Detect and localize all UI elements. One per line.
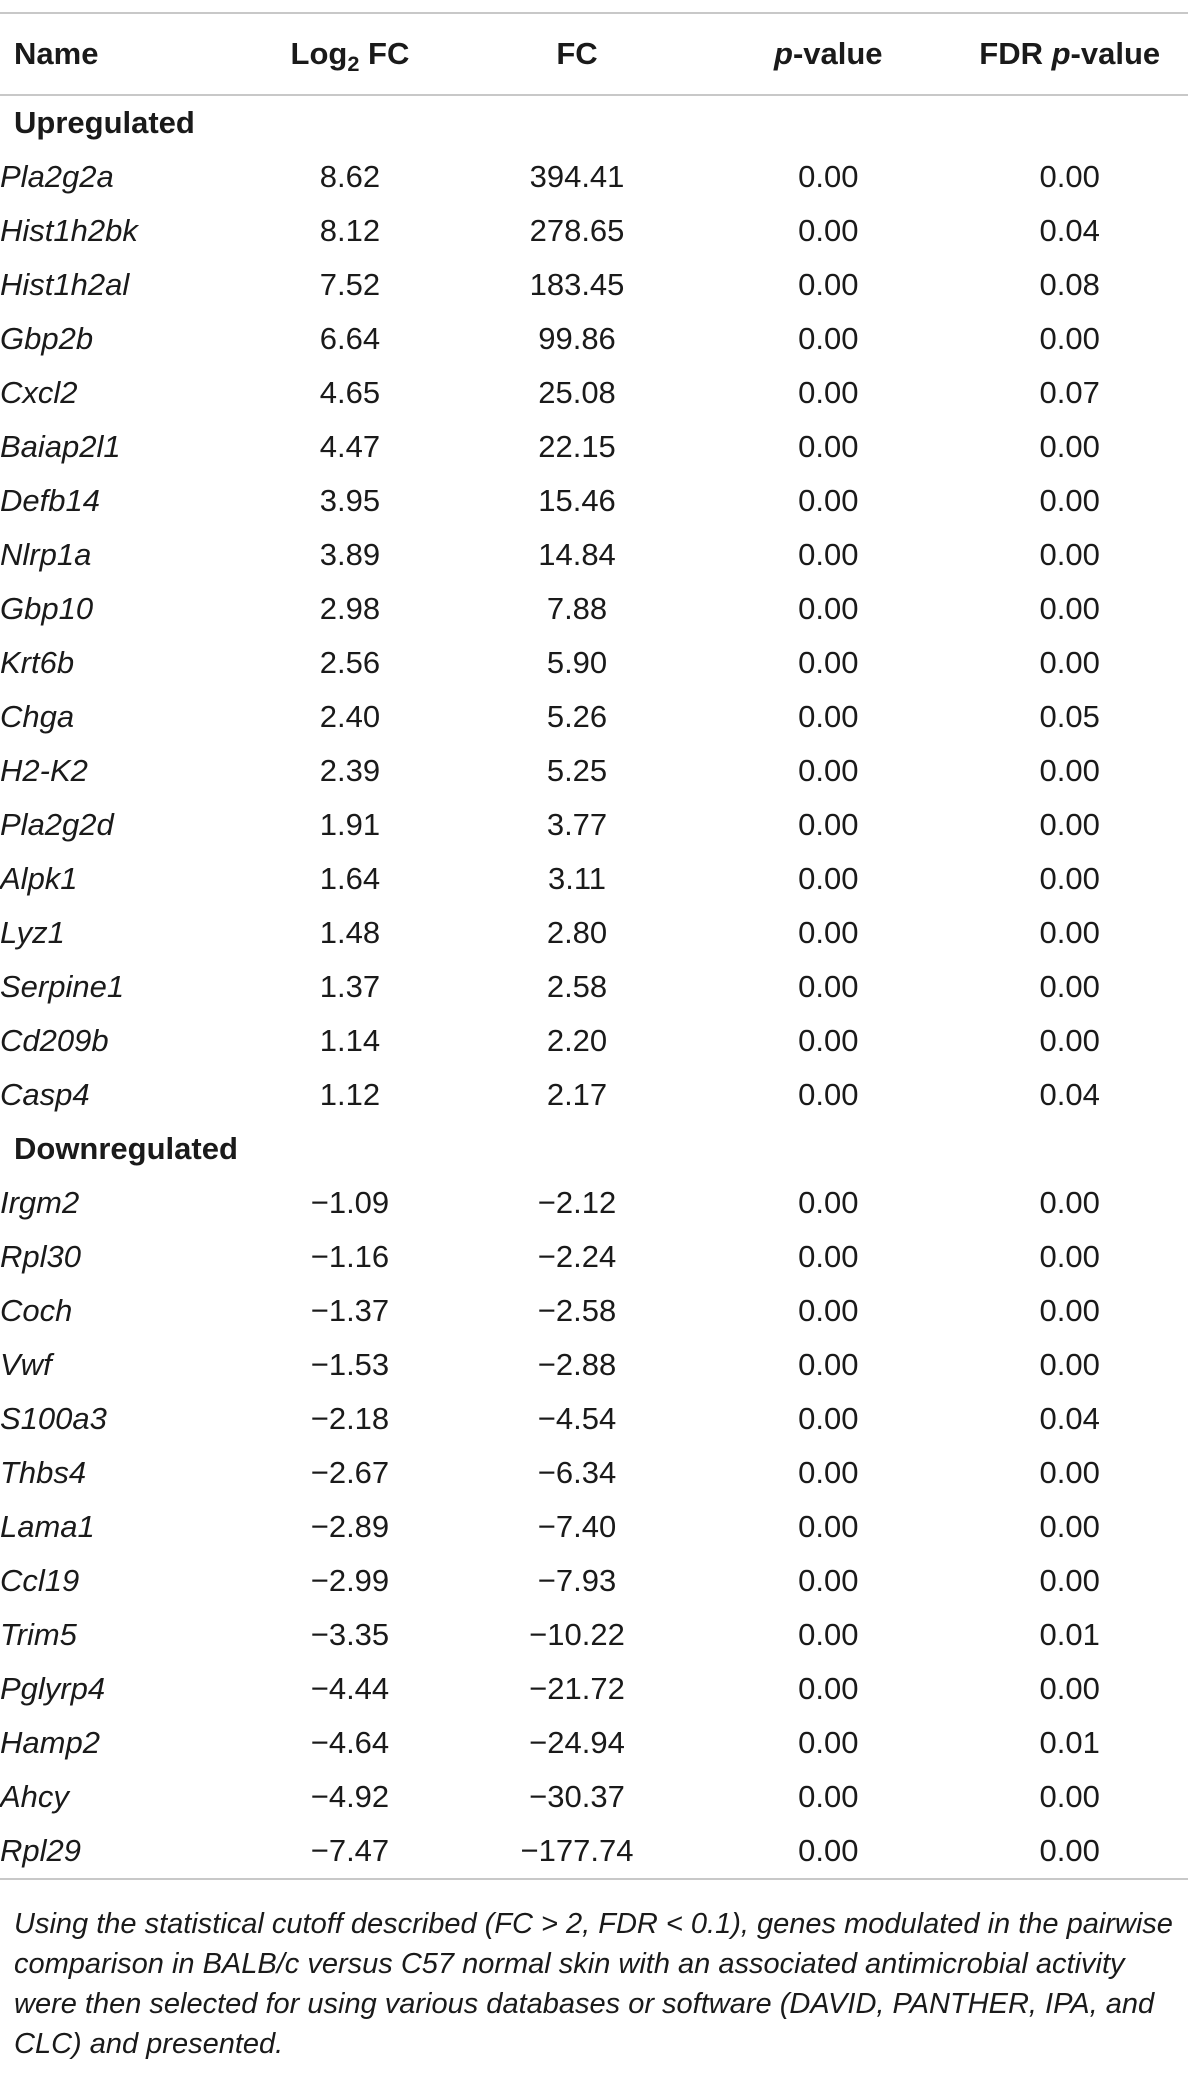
fdr-p-value-cell: 0.00 <box>1039 1185 1100 1220</box>
header-fdr-prefix: FDR <box>979 36 1052 71</box>
fdr-p-value-cell: 0.00 <box>1039 1779 1100 1814</box>
fdr-p-value-cell: 0.00 <box>1039 753 1100 788</box>
gene-name-cell: Krt6b <box>0 645 75 680</box>
gene-name-cell: Lyz1 <box>0 915 65 950</box>
log2-fc-cell: −4.92 <box>310 1779 390 1814</box>
log2-fc-cell: −1.16 <box>310 1239 390 1274</box>
gene-name-cell: Hist1h2bk <box>0 213 138 248</box>
table-row <box>0 1068 1188 1122</box>
log2-fc-cell: −1.37 <box>310 1293 390 1328</box>
log2-fc-cell: 3.89 <box>319 537 381 572</box>
header-fdr-p-value <box>951 13 1188 95</box>
fc-cell: 5.25 <box>546 753 608 788</box>
p-value-cell: 0.00 <box>798 1779 859 1814</box>
fc-cell: −4.54 <box>537 1401 617 1436</box>
log2-fc-cell: 1.14 <box>319 1023 381 1058</box>
log2-fc-cell: 2.98 <box>319 591 381 626</box>
log2-fc-cell: −4.64 <box>310 1725 390 1760</box>
header-fdr-rest: -value <box>1070 36 1161 71</box>
gene-name-cell: Rpl30 <box>0 1239 81 1274</box>
table-row <box>0 1338 1188 1392</box>
fdr-p-value-cell: 0.00 <box>1039 1563 1100 1598</box>
header-log2-subscript: 2 <box>347 51 360 77</box>
fdr-p-value-cell: 0.00 <box>1039 861 1100 896</box>
p-value-cell: 0.00 <box>798 1239 859 1274</box>
table-row <box>0 312 1188 366</box>
log2-fc-cell: 8.62 <box>319 159 381 194</box>
log2-fc-cell: −2.67 <box>310 1455 390 1490</box>
header-fc: FC <box>449 13 705 95</box>
fc-cell: −7.40 <box>537 1509 617 1544</box>
gene-name-cell: Baiap2l1 <box>0 429 121 464</box>
p-value-cell: 0.00 <box>798 1023 859 1058</box>
p-value-cell: 0.00 <box>798 537 859 572</box>
fc-cell: −24.94 <box>529 1725 625 1760</box>
gene-name-cell: Serpine1 <box>0 969 125 1004</box>
fc-cell: −7.93 <box>537 1563 617 1598</box>
table-row <box>0 474 1188 528</box>
fc-cell: 183.45 <box>529 267 625 302</box>
fdr-p-value-cell: 0.00 <box>1039 1671 1100 1706</box>
p-value-cell: 0.00 <box>798 1671 859 1706</box>
table-row <box>0 366 1188 420</box>
header-p-rest: -value <box>792 36 883 71</box>
log2-fc-cell: 2.56 <box>319 645 381 680</box>
log2-fc-cell: 1.91 <box>319 807 381 842</box>
gene-name-cell: Gbp2b <box>0 321 94 356</box>
p-value-cell: 0.00 <box>798 591 859 626</box>
fc-cell: 3.11 <box>547 861 607 896</box>
header-row <box>0 13 1188 95</box>
table-row <box>0 1284 1188 1338</box>
table-row <box>0 1230 1188 1284</box>
fc-cell: −2.88 <box>537 1347 617 1382</box>
section-title: Upregulated <box>14 105 195 140</box>
table-row <box>0 1500 1188 1554</box>
section-title: Downregulated <box>14 1131 238 1166</box>
fc-cell: −21.72 <box>529 1671 625 1706</box>
gene-name-cell: Ahcy <box>0 1779 69 1814</box>
p-value-cell: 0.00 <box>798 1401 859 1436</box>
gene-name-cell: Chga <box>0 699 75 734</box>
p-value-cell: 0.00 <box>798 375 859 410</box>
p-value-cell: 0.00 <box>798 213 859 248</box>
fdr-p-value-cell: 0.05 <box>1039 699 1100 734</box>
p-value-cell: 0.00 <box>798 1185 859 1220</box>
fc-cell: 25.08 <box>538 375 616 410</box>
fc-cell: −30.37 <box>529 1779 625 1814</box>
p-value-cell: 0.00 <box>798 1077 859 1112</box>
fdr-p-value-cell: 0.04 <box>1039 1077 1100 1112</box>
table-body <box>0 95 1188 1879</box>
fdr-p-value-cell: 0.00 <box>1039 1293 1100 1328</box>
fc-cell: −2.24 <box>537 1239 617 1274</box>
gene-name-cell: Pla2g2a <box>0 159 114 194</box>
gene-name-cell: Casp4 <box>0 1077 90 1112</box>
fdr-p-value-cell: 0.00 <box>1039 537 1100 572</box>
header-p-italic: p <box>774 36 793 71</box>
fc-cell: 278.65 <box>529 213 625 248</box>
fc-cell: 394.41 <box>529 159 625 194</box>
fc-cell: 2.17 <box>546 1077 608 1112</box>
gene-name-cell: Pglyrp4 <box>0 1671 106 1706</box>
section-row-upregulated <box>0 95 1188 150</box>
header-name: Name <box>0 13 251 95</box>
log2-fc-cell: 3.95 <box>319 483 381 518</box>
gene-name-cell: Cxcl2 <box>0 375 78 410</box>
gene-name-cell: S100a3 <box>0 1401 107 1436</box>
fc-cell: 7.88 <box>546 591 608 626</box>
fc-cell: 22.15 <box>538 429 616 464</box>
p-value-cell: 0.00 <box>798 321 859 356</box>
fc-cell: 15.46 <box>538 483 616 518</box>
table-row <box>0 960 1188 1014</box>
table-row <box>0 636 1188 690</box>
fdr-p-value-cell: 0.04 <box>1039 213 1100 248</box>
fdr-p-value-cell: 0.00 <box>1039 1455 1100 1490</box>
fc-cell: −2.58 <box>537 1293 617 1328</box>
gene-name-cell: Irgm2 <box>0 1185 80 1220</box>
table-row <box>0 798 1188 852</box>
p-value-cell: 0.00 <box>798 1563 859 1598</box>
table-row <box>0 1554 1188 1608</box>
p-value-cell: 0.00 <box>798 969 859 1004</box>
table-row <box>0 258 1188 312</box>
fdr-p-value-cell: 0.00 <box>1039 321 1100 356</box>
fc-cell: 3.77 <box>546 807 608 842</box>
log2-fc-cell: −1.09 <box>310 1185 390 1220</box>
gene-name-cell: Vwf <box>0 1347 52 1382</box>
fdr-p-value-cell: 0.00 <box>1039 591 1100 626</box>
p-value-cell: 0.00 <box>798 915 859 950</box>
log2-fc-cell: −3.35 <box>310 1617 390 1652</box>
log2-fc-cell: 6.64 <box>319 321 381 356</box>
fc-cell: 2.80 <box>546 915 608 950</box>
table-row <box>0 150 1188 204</box>
gene-name-cell: Coch <box>0 1293 73 1328</box>
table-row <box>0 1176 1188 1230</box>
table-row <box>0 690 1188 744</box>
gene-expression-table <box>0 12 1188 1880</box>
fc-cell: −2.12 <box>537 1185 617 1220</box>
header-p-value <box>705 13 951 95</box>
fc-cell: 2.58 <box>546 969 608 1004</box>
log2-fc-cell: 2.39 <box>319 753 381 788</box>
gene-name-cell: Pla2g2d <box>0 807 114 842</box>
p-value-cell: 0.00 <box>798 1617 859 1652</box>
p-value-cell: 0.00 <box>798 1509 859 1544</box>
fdr-p-value-cell: 0.00 <box>1039 1023 1100 1058</box>
fdr-p-value-cell: 0.00 <box>1039 969 1100 1004</box>
fc-cell: 14.84 <box>538 537 616 572</box>
fc-cell: 5.90 <box>546 645 608 680</box>
header-fdr-italic: p <box>1051 36 1071 71</box>
table-row <box>0 906 1188 960</box>
gene-name-cell: Thbs4 <box>0 1455 87 1490</box>
gene-name-cell: Lama1 <box>0 1509 95 1544</box>
fc-cell: −10.22 <box>529 1617 625 1652</box>
p-value-cell: 0.00 <box>798 861 859 896</box>
fdr-p-value-cell: 0.00 <box>1039 1239 1100 1274</box>
log2-fc-cell: 1.64 <box>319 861 381 896</box>
p-value-cell: 0.00 <box>798 159 859 194</box>
gene-name-cell: Nlrp1a <box>0 537 92 572</box>
table-row <box>0 1446 1188 1500</box>
fdr-p-value-cell: 0.00 <box>1039 1509 1100 1544</box>
fdr-p-value-cell: 0.04 <box>1039 1401 1100 1436</box>
gene-name-cell: Alpk1 <box>0 861 78 896</box>
gene-name-cell: Cd209b <box>0 1023 109 1058</box>
table-row <box>0 852 1188 906</box>
p-value-cell: 0.00 <box>798 1347 859 1382</box>
p-value-cell: 0.00 <box>798 267 859 302</box>
table-row <box>0 582 1188 636</box>
log2-fc-cell: 4.47 <box>319 429 381 464</box>
table-row <box>0 1662 1188 1716</box>
log2-fc-cell: −7.47 <box>251 1824 449 1879</box>
fdr-p-value-cell: 0.08 <box>1039 267 1100 302</box>
fc-cell: 2.20 <box>546 1023 608 1058</box>
header-log2-suffix: FC <box>359 36 410 71</box>
log2-fc-cell: −2.89 <box>310 1509 390 1544</box>
fdr-p-value-cell: 0.00 <box>1039 159 1100 194</box>
gene-name-cell: Hamp2 <box>0 1725 100 1760</box>
table-row <box>0 528 1188 582</box>
fdr-p-value-cell: 0.07 <box>1039 375 1100 410</box>
p-value-cell: 0.00 <box>798 1293 859 1328</box>
gene-name-cell: Hist1h2al <box>0 267 130 302</box>
header-log2-prefix: Log <box>290 36 348 71</box>
table-header <box>0 13 1188 95</box>
fdr-p-value-cell: 0.00 <box>1039 1347 1100 1382</box>
fdr-p-value-cell: 0.01 <box>1039 1617 1100 1652</box>
table-row <box>0 1014 1188 1068</box>
fc-cell: 5.26 <box>546 699 608 734</box>
fdr-p-value-cell: 0.00 <box>1039 645 1100 680</box>
p-value-cell: 0.00 <box>798 483 859 518</box>
gene-name-cell: Gbp10 <box>0 591 94 626</box>
log2-fc-cell: 1.37 <box>319 969 381 1004</box>
fc-cell: 99.86 <box>538 321 616 356</box>
p-value-cell: 0.00 <box>798 429 859 464</box>
fdr-p-value-cell: 0.00 <box>951 1824 1188 1879</box>
table-row <box>0 1716 1188 1770</box>
p-value-cell: 0.00 <box>798 699 859 734</box>
table-row <box>0 1608 1188 1662</box>
p-value-cell: 0.00 <box>798 807 859 842</box>
p-value-cell: 0.00 <box>798 1455 859 1490</box>
p-value-cell: 0.00 <box>705 1824 951 1879</box>
log2-fc-cell: −2.18 <box>310 1401 390 1436</box>
p-value-cell: 0.00 <box>798 753 859 788</box>
fdr-p-value-cell: 0.00 <box>1039 483 1100 518</box>
table-row <box>0 420 1188 474</box>
fc-cell: −177.74 <box>449 1824 705 1879</box>
table-row <box>0 1770 1188 1824</box>
fdr-p-value-cell: 0.00 <box>1039 807 1100 842</box>
p-value-cell: 0.00 <box>798 645 859 680</box>
gene-name-cell: Trim5 <box>0 1617 77 1652</box>
table-row <box>0 1824 1188 1879</box>
p-value-cell: 0.00 <box>798 1725 859 1760</box>
table-footnote: Using the statistical cutoff described (FC > 2, FDR < 0.1), genes modulated in the pairwise comparison in BALB/c versus C57 normal skin with an associated antimicrobial activity were then selected for using various databases or software (DAVID, PANTHER, IPA, and CLC) and presented. <box>14 1908 1173 2060</box>
log2-fc-cell: 4.65 <box>319 375 381 410</box>
table-row <box>0 744 1188 798</box>
section-row-downregulated <box>0 1122 1188 1176</box>
gene-name-cell: Ccl19 <box>0 1563 80 1598</box>
header-log2-fc <box>251 13 449 95</box>
log2-fc-cell: 8.12 <box>319 213 381 248</box>
table-row <box>0 1392 1188 1446</box>
fdr-p-value-cell: 0.01 <box>1039 1725 1100 1760</box>
fdr-p-value-cell: 0.00 <box>1039 915 1100 950</box>
log2-fc-cell: 7.52 <box>319 267 381 302</box>
table-row <box>0 204 1188 258</box>
log2-fc-cell: 2.40 <box>319 699 381 734</box>
log2-fc-cell: 1.12 <box>319 1077 381 1112</box>
log2-fc-cell: −1.53 <box>310 1347 390 1382</box>
log2-fc-cell: −4.44 <box>310 1671 390 1706</box>
gene-name-cell: Defb14 <box>0 483 100 518</box>
fc-cell: −6.34 <box>537 1455 617 1490</box>
gene-name-cell: Rpl29 <box>0 1824 251 1879</box>
gene-name-cell: H2-K2 <box>0 753 88 788</box>
log2-fc-cell: 1.48 <box>319 915 381 950</box>
log2-fc-cell: −2.99 <box>310 1563 390 1598</box>
fdr-p-value-cell: 0.00 <box>1039 429 1100 464</box>
